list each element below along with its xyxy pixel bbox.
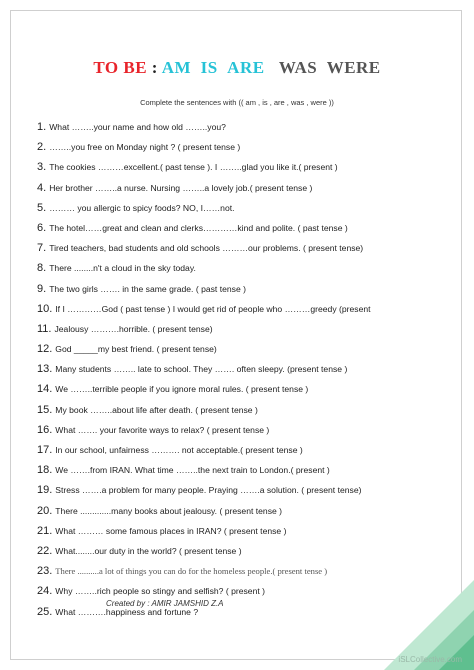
exercise-item — [37, 178, 457, 198]
item-number: 10. — [37, 302, 53, 315]
exercise-list — [37, 117, 457, 622]
item-sentence: The cookies ………excellent.( past tense ). I ……..glad you like it.( present ) — [49, 162, 338, 173]
exercise-item — [37, 258, 457, 278]
item-number: 6. — [37, 221, 47, 234]
item-number: 1. — [37, 121, 47, 133]
item-sentence: What ……… some famous places in IRAN? ( present tense ) — [55, 525, 287, 536]
item-sentence: Why ……..rich people so stingy and selfish? ( present ) — [55, 586, 265, 597]
exercise-item — [37, 137, 457, 157]
item-number: 16. — [37, 423, 53, 436]
item-sentence: ……..you free on Monday night ? ( present tense ) — [49, 142, 241, 153]
exercise-item — [37, 501, 457, 521]
item-sentence: God _____my best friend. ( present tense) — [55, 344, 217, 355]
item-sentence: The hotel……great and clean and clerks…………kind and polite. ( past tense ) — [49, 222, 348, 233]
item-sentence: What........our duty in the world? ( present tense ) — [55, 545, 242, 556]
exercise-item — [37, 198, 457, 218]
item-number: 22. — [37, 544, 53, 557]
item-sentence: There ........n't a cloud in the sky today. — [49, 263, 196, 274]
item-sentence: What ……..your name and how old ……..you? — [49, 122, 226, 132]
item-number: 2. — [37, 141, 47, 154]
item-sentence: Many students …….. late to school. They ……. often sleepy. (present tense ) — [55, 364, 348, 375]
item-number: 12. — [37, 343, 53, 356]
exercise-item — [37, 359, 457, 379]
item-sentence: What ……. your favorite ways to relax? ( present tense ) — [55, 424, 270, 435]
item-sentence: My book ……..about life after death. ( present tense ) — [55, 404, 258, 415]
item-sentence: In our school, unfairness ………. not acceptable.( present tense ) — [55, 445, 303, 455]
title-were: WERE — [326, 58, 381, 77]
exercise-item — [37, 319, 457, 339]
exercise-item — [37, 379, 457, 399]
title-is: IS — [200, 58, 218, 77]
exercise-item — [37, 117, 457, 137]
title-am: AM — [161, 58, 192, 77]
item-number: 18. — [37, 464, 53, 477]
item-number: 21. — [37, 524, 53, 537]
title-are: ARE — [227, 58, 265, 77]
item-number: 11. — [37, 322, 52, 335]
item-sentence: If I …………God ( past tense ) I would get rid of people who ………greedy (present — [55, 303, 371, 314]
item-number: 8. — [37, 262, 47, 275]
title-separator: : — [147, 58, 162, 77]
exercise-item — [37, 279, 457, 299]
exercise-item — [37, 420, 457, 440]
exercise-item — [37, 339, 457, 359]
item-sentence: What ……….happiness and fortune ? — [55, 606, 199, 617]
title-to-be: TO BE — [93, 58, 148, 77]
item-number: 25. — [37, 605, 53, 618]
item-sentence: Jealousy ……….horrible. ( present tense) — [54, 323, 213, 334]
title-was: WAS — [278, 58, 318, 77]
item-sentence: We …….from IRAN. What time ……..the next train to London.( present ) — [55, 465, 330, 476]
exercise-item — [37, 299, 457, 319]
item-number: 15. — [37, 403, 53, 416]
site-watermark: iSLCollective.com — [398, 655, 462, 664]
exercise-item — [37, 400, 457, 420]
item-number: 13. — [37, 363, 53, 376]
exercise-item — [37, 480, 457, 500]
item-number: 9. — [37, 282, 47, 295]
exercise-item — [37, 157, 457, 177]
worksheet-title — [0, 58, 474, 78]
item-number: 4. — [37, 181, 47, 194]
item-number: 5. — [37, 201, 47, 214]
item-sentence: Her brother ……..a nurse. Nursing ……..a lovely job.( present tense ) — [49, 182, 313, 193]
item-sentence: We ……..terrible people if you ignore moral rules. ( present tense ) — [55, 384, 309, 395]
item-number: 7. — [37, 242, 47, 255]
item-sentence: There ..........a lot of things you can do for the homeless people.( present tense ) — [55, 566, 328, 577]
exercise-item — [37, 460, 457, 480]
item-sentence: ……… you allergic to spicy foods? NO, I……not. — [49, 202, 235, 213]
exercise-item — [37, 440, 457, 460]
author-credit: Created by : AMIR JAMSHID Z.A — [106, 599, 224, 608]
item-number: 24. — [37, 585, 53, 598]
corner-decoration — [354, 550, 474, 670]
exercise-item — [37, 218, 457, 238]
item-number: 3. — [37, 161, 47, 174]
item-sentence: Stress …….a problem for many people. Praying …….a solution. ( present tense) — [55, 485, 362, 496]
item-number: 19. — [37, 484, 53, 497]
item-sentence: The two girls ……. in the same grade. ( past tense ) — [49, 283, 246, 294]
exercise-item — [37, 521, 457, 541]
item-number: 17. — [37, 444, 53, 456]
item-number: 14. — [37, 383, 53, 396]
exercise-item — [37, 238, 457, 258]
item-number: 20. — [37, 504, 53, 517]
item-sentence: There .............many books about jealousy. ( present tense ) — [55, 505, 283, 516]
instruction-text: Complete the sentences with (( am , is , are , was , were )) — [140, 98, 334, 107]
item-sentence: Tired teachers, bad students and old schools ………our problems. ( present tense) — [49, 243, 364, 254]
item-number: 23. — [37, 565, 53, 578]
